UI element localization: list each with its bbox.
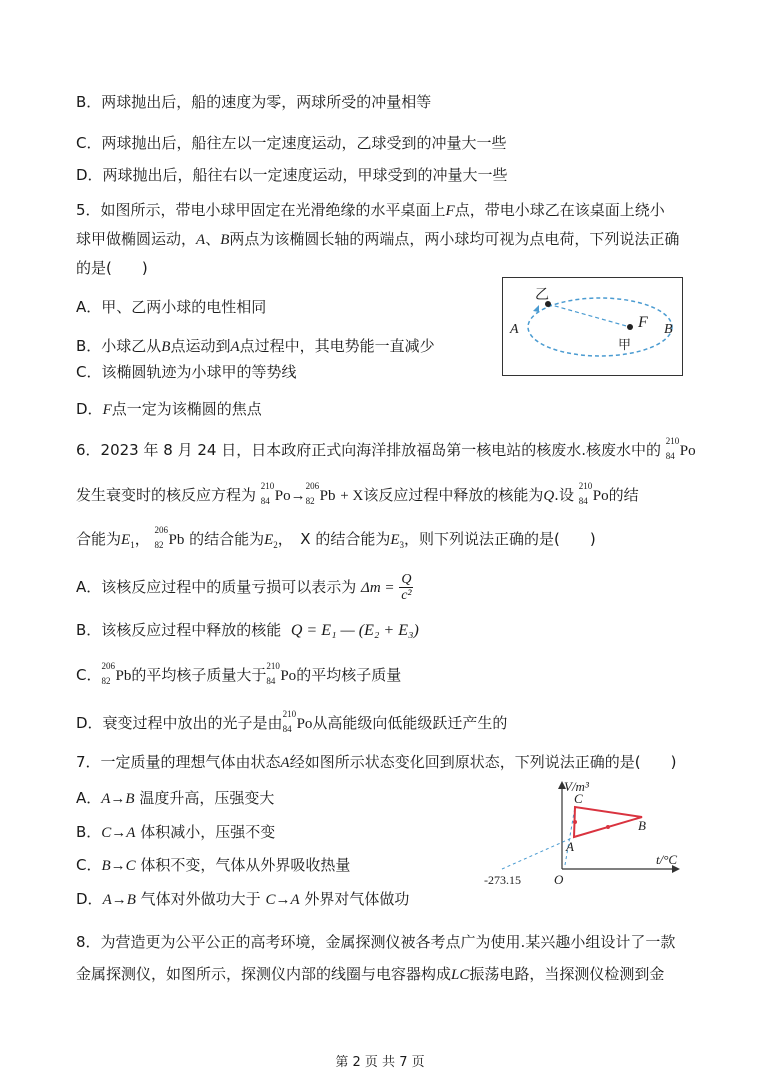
q5-option-a: A．甲、乙两小球的电性相同 (76, 298, 267, 316)
v-axis-label: V/m³ (564, 779, 589, 794)
q6-option-b: B．该核反应过程中释放的核能 Q = E₁ — (E₂ + E₃) (76, 621, 419, 639)
label-A: A (566, 839, 574, 854)
fraction-q-over-c2: $\frac{Q}{\text{c²}}$ (401, 572, 412, 603)
extrapolation-line-A (502, 837, 574, 869)
q5-ellipse-figure (502, 277, 683, 376)
arrow-A-to-B (606, 825, 610, 829)
q7-vt-graph (482, 777, 692, 889)
q5-option-b: B．小球乙从B点运动到A点过程中，其电势能一直减少 (76, 337, 435, 355)
label-yi: 乙 (535, 287, 549, 303)
nuclide-po: 210 84 Po (665, 436, 696, 461)
q7-option-b: B．C→A 体积减小，压强不变 (76, 823, 276, 841)
q4-option-c: C．两球抛出后，船往左以一定速度运动，乙球受到的冲量大一些 (76, 134, 507, 152)
q6-stem-line1: 6．2023 年 8 月 24 日，日本政府正式向海洋排放福岛第一核电站的核废水.核废水中的 210 84 Po (76, 436, 696, 461)
label-C: C (574, 791, 583, 806)
label-B: B (638, 818, 646, 833)
q5-option-c: C．该椭圆轨迹为小球甲的等势线 (76, 363, 297, 381)
q4-option-b: B．两球抛出后，船的速度为零，两球所受的冲量相等 (76, 93, 432, 111)
q8-stem-line2: 金属探测仪，如图所示，探测仪内部的线圈与电容器构成LC振荡电路，当探测仪检测到金 (76, 965, 665, 983)
page-footer: 第 2 页 共 7 页 (335, 1055, 425, 1070)
q5-stem-line3: 的是( ) (76, 259, 148, 277)
q7-option-c: C．B→C 体积不变，气体从外界吸收热量 (76, 856, 351, 874)
q5-option-d: D．F点一定为该椭圆的焦点 (76, 400, 262, 418)
origin-label: O (554, 872, 564, 887)
cycle-path (574, 807, 642, 837)
label-B: B (664, 322, 673, 337)
q7-stem: 7．一定质量的理想气体由状态A经如图所示状态变化回到原状态，下列说法正确的是( ) (76, 753, 677, 771)
q4-option-d: D．两球抛出后，船往右以一定速度运动，甲球受到的冲量大一些 (76, 166, 508, 184)
q6-option-a: A．该核反应过程中的质量亏损可以表示为 Δm = $\frac{Q}{\text{c²}}$ (76, 572, 412, 603)
label-A: A (510, 322, 519, 337)
arrow-C-to-A (573, 820, 577, 824)
q7-option-a: A．A→B 温度升高，压强变大 (76, 789, 275, 807)
t-axis-label: t/°C (656, 852, 678, 867)
q7-option-d: D．A→B 气体对外做功大于 C→A 外界对气体做功 (76, 890, 410, 908)
q6-option-d: D．衰变过程中放出的光子是由 210 84 Po从高能级向低能级跃迁产生的 (76, 709, 508, 734)
q6-stem-line2: 发生衰变时的核反应方程为 210 84 Po→ 206 82 Pb + X该反应过程中释放的核能为Q.设 210 84 Po的结 (76, 481, 639, 506)
q8-stem-line1: 8．为营造更为公平公正的高考环境，金属探测仪被各考点广为使用.某兴趣小组设计了一款 (76, 933, 676, 951)
label-jia: 甲 (618, 338, 632, 353)
q6-option-c: C． 206 82 Pb的平均核子质量大于 210 84 Po的平均核子质量 (76, 661, 402, 686)
q5-stem-line2: 球甲做椭圆运动，A、B两点为该椭圆长轴的两端点，两小球均可视为点电荷，下列说法正确 (76, 230, 680, 248)
absolute-zero-label: -273.15 (484, 873, 521, 887)
label-F: F (638, 314, 648, 331)
q5-stem-line1: 5．如图所示，带电小球甲固定在光滑绝缘的水平桌面上F点，带电小球乙在该桌面上绕小 (76, 201, 665, 219)
q6-stem-line3: 合能为$E_1$， 206 82 Pb 的结合能为$E_2$， X 的结合能为$E_3$，则下列说法正确的是( ) (76, 525, 596, 550)
ball-jia (627, 324, 633, 330)
